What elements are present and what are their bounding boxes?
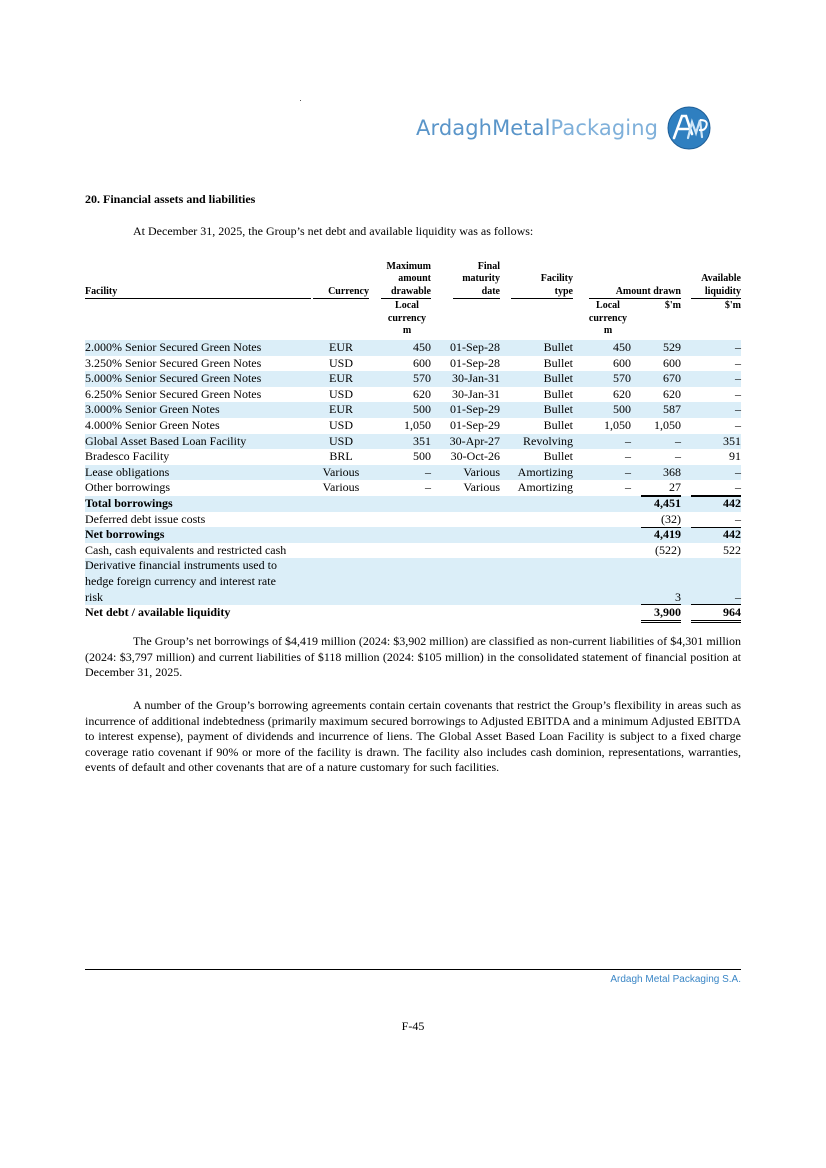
col-facility-type: Facility type bbox=[540, 273, 573, 297]
cell-usd: – bbox=[675, 433, 681, 448]
cell-mat: 30-Oct-26 bbox=[450, 449, 500, 464]
cell-usd: 620 bbox=[663, 386, 681, 401]
cell-max: 500 bbox=[413, 449, 431, 464]
cell-local: – bbox=[625, 464, 631, 479]
cell-name: 5.000% Senior Secured Green Notes bbox=[85, 371, 262, 386]
cell-cur: USD bbox=[328, 433, 353, 448]
total-borrowings-row: Total borrowings 4,451 442 bbox=[85, 495, 741, 510]
cell-cur: USD bbox=[328, 386, 353, 401]
cell-type: Bullet bbox=[543, 417, 573, 432]
cell-cur: EUR bbox=[329, 371, 353, 386]
cell-avail: 351 bbox=[723, 433, 741, 448]
deferred-costs-row: Deferred debt issue costs (32) – bbox=[85, 511, 741, 526]
cash-row: Cash, cash equivalents and restricted cash (522) 522 bbox=[85, 542, 741, 557]
table-row bbox=[85, 449, 741, 465]
cell-local: 1,050 bbox=[604, 417, 631, 432]
cell-avail: – bbox=[735, 402, 741, 417]
intro-text: At December 31, 2025, the Group’s net debt and available liquidity was as follows: bbox=[133, 224, 534, 238]
cell-type: Amortizing bbox=[517, 480, 573, 495]
table-row bbox=[85, 480, 741, 496]
cell-name: Bradesco Facility bbox=[85, 449, 170, 464]
cell-avail: – bbox=[735, 340, 741, 354]
table-row bbox=[85, 387, 741, 403]
cell-mat: 01-Sep-28 bbox=[450, 355, 500, 370]
cell-max: 450 bbox=[413, 340, 431, 354]
footer-rule bbox=[85, 969, 741, 970]
cell-avail: – bbox=[735, 417, 741, 432]
cell-avail: – bbox=[735, 464, 741, 479]
cell-avail: – bbox=[735, 355, 741, 370]
cell-name: 2.000% Senior Secured Green Notes bbox=[85, 340, 262, 354]
cell-type: Bullet bbox=[543, 386, 573, 401]
cell-max: – bbox=[425, 464, 431, 479]
cell-usd: 27 bbox=[669, 480, 681, 495]
sub-usd-drawn: $'m bbox=[664, 300, 681, 311]
cell-local: 500 bbox=[613, 402, 631, 417]
cell-name: 4.000% Senior Green Notes bbox=[85, 417, 220, 432]
paragraph-covenants: A number of the Group’s borrowing agreements contain certain covenants that restrict the Group’s flexibility in areas such as incurrence of additional indebtedness (primarily maximum secured borrowings to Adjusted EBITDA and a minimum Adjusted EBITDA to interest expense), payment of dividends and incurrence of liens. The Global Asset Based Loan Facility is subject to a fixed charge coverage ratio covenant if 90% or more of the facility is drawn. The facility also includes cash dominion, representations, warranties, events of default and other covenants that are of a nature customary for such facilities. bbox=[85, 698, 741, 775]
cell-name: Lease obligations bbox=[85, 464, 170, 479]
cell-cur: USD bbox=[328, 355, 353, 370]
col-maturity: Final maturity date bbox=[462, 260, 500, 297]
table-row bbox=[85, 356, 741, 372]
amp-logo-icon bbox=[666, 105, 712, 151]
cell-type: Amortizing bbox=[517, 464, 573, 479]
cell-type: Bullet bbox=[543, 371, 573, 386]
cell-type: Bullet bbox=[543, 449, 573, 464]
table-row bbox=[85, 371, 741, 387]
table-header bbox=[85, 254, 741, 298]
cell-local: 450 bbox=[613, 340, 631, 354]
col-amount-drawn: Amount drawn bbox=[615, 285, 681, 297]
cell-mat: Various bbox=[463, 480, 500, 495]
cell-max: 620 bbox=[413, 386, 431, 401]
cell-cur: Various bbox=[322, 464, 360, 479]
stray-dot bbox=[300, 100, 301, 101]
cell-usd: – bbox=[675, 449, 681, 464]
cell-mat: 30-Jan-31 bbox=[452, 386, 500, 401]
col-currency: Currency bbox=[328, 285, 369, 297]
cell-avail: – bbox=[735, 386, 741, 401]
cell-mat: 01-Sep-28 bbox=[450, 340, 500, 354]
derivative-row: Derivative financial instruments used to hedge foreign currency and interest rate risk 3 – bbox=[85, 558, 741, 604]
cell-local: – bbox=[625, 480, 631, 495]
cell-mat: Various bbox=[463, 464, 500, 479]
net-borrowings-row: Net borrowings 4,419 442 bbox=[85, 527, 741, 542]
cell-avail: 91 bbox=[729, 449, 741, 464]
derivative-label: Derivative financial instruments used to hedge foreign currency and interest rate risk bbox=[85, 558, 277, 604]
table-row bbox=[85, 340, 741, 356]
net-debt-table bbox=[85, 254, 741, 621]
cell-mat: 30-Jan-31 bbox=[452, 371, 500, 386]
cell-name: 3.000% Senior Green Notes bbox=[85, 402, 220, 417]
cell-name: 6.250% Senior Secured Green Notes bbox=[85, 386, 262, 401]
cell-cur: EUR bbox=[329, 402, 353, 417]
cell-name: 3.250% Senior Secured Green Notes bbox=[85, 355, 262, 370]
cell-name: Global Asset Based Loan Facility bbox=[85, 433, 247, 448]
table-row bbox=[85, 465, 741, 481]
cell-local: 600 bbox=[613, 355, 631, 370]
col-max-amount: Maximum amount drawable bbox=[386, 260, 431, 297]
footer-company: Ardagh Metal Packaging S.A. bbox=[610, 974, 741, 985]
cell-local: 570 bbox=[613, 371, 631, 386]
col-facility: Facility bbox=[85, 285, 118, 297]
cell-cur: USD bbox=[328, 417, 353, 432]
cell-name: Other borrowings bbox=[85, 480, 170, 495]
cell-mat: 01-Sep-29 bbox=[450, 417, 500, 432]
cell-usd: 600 bbox=[663, 355, 681, 370]
cell-local: – bbox=[625, 449, 631, 464]
cell-type: Bullet bbox=[543, 402, 573, 417]
cell-usd: 529 bbox=[663, 340, 681, 354]
net-debt-row: Net debt / available liquidity 3,900 964 bbox=[85, 605, 741, 621]
cell-type: Bullet bbox=[543, 355, 573, 370]
cell-usd: 587 bbox=[663, 402, 681, 417]
cell-max: 351 bbox=[413, 433, 431, 448]
cell-usd: 368 bbox=[663, 464, 681, 479]
cell-local: – bbox=[625, 433, 631, 448]
cell-usd: 670 bbox=[663, 371, 681, 386]
cell-avail: – bbox=[735, 480, 741, 495]
cell-type: Bullet bbox=[543, 340, 573, 354]
cell-cur: EUR bbox=[329, 340, 353, 354]
cell-avail: – bbox=[735, 371, 741, 386]
page-number: F-45 bbox=[401, 1019, 425, 1033]
cell-type: Revolving bbox=[523, 433, 573, 448]
table-row bbox=[85, 434, 741, 450]
logo-wordmark: ArdaghMetalPackaging bbox=[416, 116, 659, 140]
cell-max: 1,050 bbox=[404, 417, 431, 432]
cell-cur: BRL bbox=[329, 449, 353, 464]
cell-local: 620 bbox=[613, 386, 631, 401]
cell-mat: 01-Sep-29 bbox=[450, 402, 500, 417]
col-available: Available liquidity bbox=[701, 273, 741, 297]
table-subheader bbox=[85, 298, 741, 340]
table-row bbox=[85, 402, 741, 418]
table-row bbox=[85, 418, 741, 434]
cell-max: 500 bbox=[413, 402, 431, 417]
sub-local-currency-drawn: Local currency m bbox=[588, 300, 628, 336]
cell-cur: Various bbox=[322, 480, 360, 495]
cell-mat: 30-Apr-27 bbox=[449, 433, 500, 448]
paragraph-net-borrowings: The Group’s net borrowings of $4,419 million (2024: $3,902 million) are classified as non-current liabilities of $4,301 million (2024: $3,797 million) and current liabilities of $118 million (2024: $105 million) in the consolidated statement of financial position at December 31, 2025. bbox=[85, 634, 741, 680]
cell-max: 600 bbox=[413, 355, 431, 370]
cell-usd: 1,050 bbox=[654, 417, 681, 432]
cell-max: – bbox=[425, 480, 431, 495]
cell-max: 570 bbox=[413, 371, 431, 386]
sub-usd-available: $'m bbox=[724, 300, 741, 311]
company-logo bbox=[416, 103, 712, 153]
section-title: 20. Financial assets and liabilities bbox=[85, 192, 256, 206]
sub-local-currency: Local currency m bbox=[387, 300, 427, 336]
